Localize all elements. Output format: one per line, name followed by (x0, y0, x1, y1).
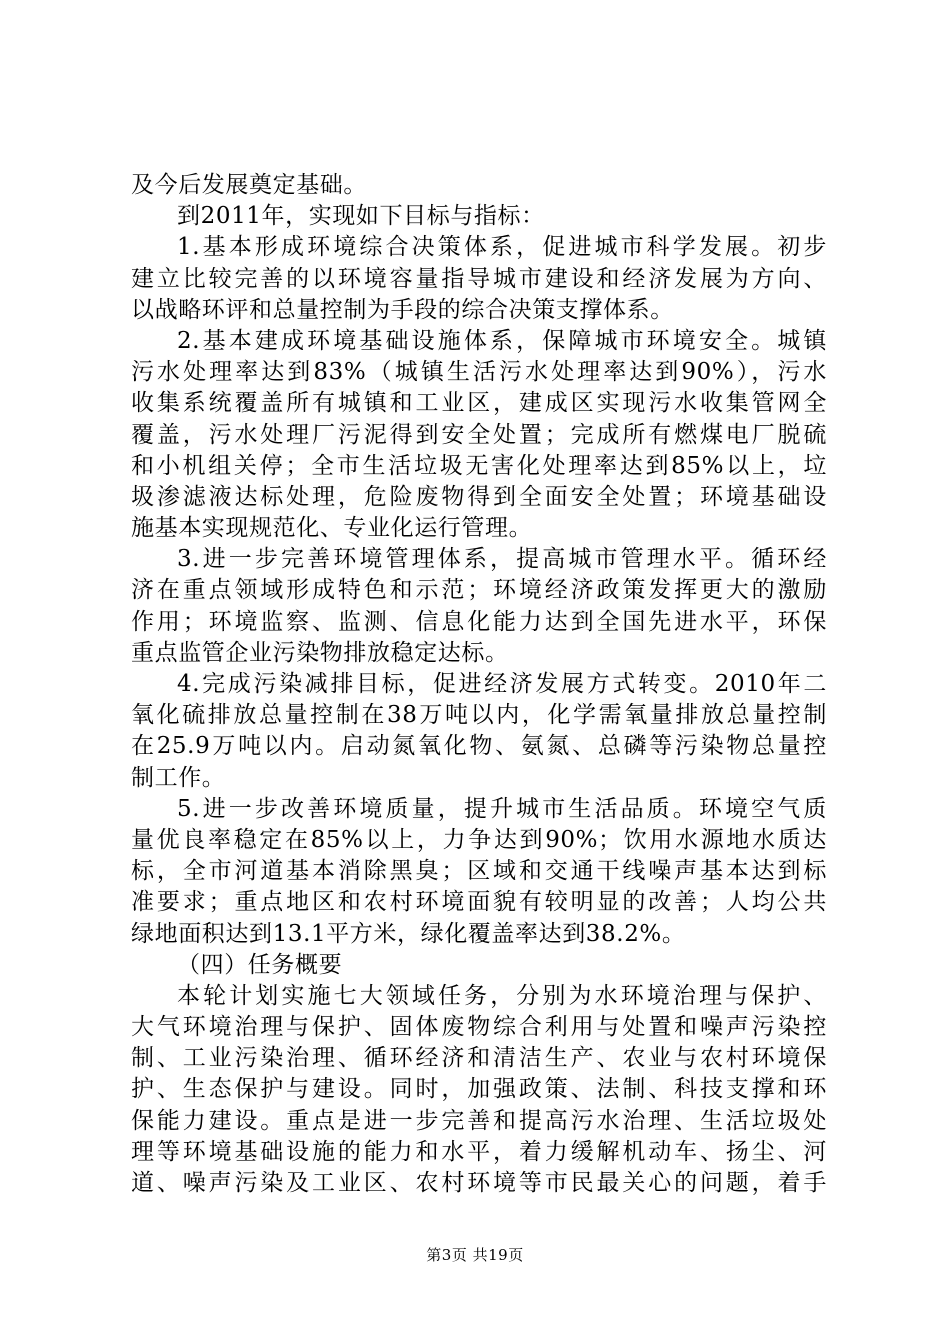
text-line: 污水处理率达到83%（城镇生活污水处理率达到90%），污水 (131, 359, 827, 386)
section-heading: （四）任务概要 (177, 951, 343, 978)
text-line: 作用；环境监察、监测、信息化能力达到全国先进水平，环保 (131, 608, 827, 635)
text-line: 本轮计划实施七大领域任务，分别为水环境治理与保护、 (177, 982, 827, 1009)
text-line: 5.进一步改善环境质量，提升城市生活品质。环境空气质 (177, 795, 827, 822)
text-line: 大气环境治理与保护、固体废物综合利用与处置和噪声污染控 (131, 1014, 827, 1041)
text-line: 4.完成污染减排目标，促进经济发展方式转变。2010年二 (177, 671, 827, 697)
text-line: 理等环境基础设施的能力和水平，着力缓解机动车、扬尘、河 (131, 1138, 827, 1165)
text-line: 和小机组关停；全市生活垃圾无害化处理率达到85%以上，垃 (131, 452, 827, 479)
text-line: 制工作。 (131, 764, 226, 791)
text-line: 以战略环评和总量控制为手段的综合决策支撑体系。 (131, 296, 674, 323)
text-line: 圾渗滤液达标处理，危险废物得到全面安全处置；环境基础设 (131, 483, 827, 510)
text-line: 济在重点领域形成特色和示范；环境经济政策发挥更大的激励 (131, 577, 827, 604)
document-body (131, 170, 827, 1199)
text-line: 在25.9万吨以内。启动氮氧化物、氨氮、总磷等污染物总量控 (131, 733, 827, 760)
text-line: 量优良率稳定在85%以上，力争达到90%；饮用水源地水质达 (131, 826, 827, 853)
text-line: 3.进一步完善环境管理体系，提高城市管理水平。循环经 (177, 546, 827, 573)
text-line: 绿地面积达到13.1平方米，绿化覆盖率达到38.2%。 (131, 920, 686, 947)
text-line: 及今后发展奠定基础。 (131, 172, 367, 198)
text-line: 制、工业污染治理、循环经济和清洁生产、农业与农村环境保 (131, 1045, 827, 1072)
text-line: 标，全市河道基本消除黑臭；区域和交通干线噪声基本达到标 (131, 858, 827, 885)
text-line: 1.基本形成环境综合决策体系，促进城市科学发展。初步 (177, 234, 827, 261)
text-line: 保能力建设。重点是进一步完善和提高污水治理、生活垃圾处 (131, 1107, 827, 1134)
text-line: 氧化硫排放总量控制在38万吨以内，化学需氧量排放总量控制 (131, 702, 827, 729)
text-line: 2.基本建成环境基础设施体系，保障城市环境安全。城镇 (177, 327, 827, 354)
page-number-footer: 第3页 共19页 (426, 1246, 524, 1264)
text-line: 道、噪声污染及工业区、农村环境等市民最关心的问题，着手 (131, 1170, 827, 1196)
text-line: 覆盖，污水处理厂污泥得到安全处置；完成所有燃煤电厂脱硫 (131, 421, 827, 448)
text-line: 收集系统覆盖所有城镇和工业区，建成区实现污水收集管网全 (131, 390, 827, 417)
text-line: 建立比较完善的以环境容量指导城市建设和经济发展为方向、 (131, 265, 827, 292)
text-line: 到2011年，实现如下目标与指标： (177, 203, 545, 230)
text-line: 重点监管企业污染物排放稳定达标。 (131, 639, 509, 666)
text-line: 护、生态保护与建设。同时，加强政策、法制、科技支撑和环 (131, 1076, 827, 1103)
text-line: 准要求；重点地区和农村环境面貌有较明显的改善；人均公共 (131, 889, 827, 916)
text-line: 施基本实现规范化、专业化运行管理。 (131, 515, 533, 542)
